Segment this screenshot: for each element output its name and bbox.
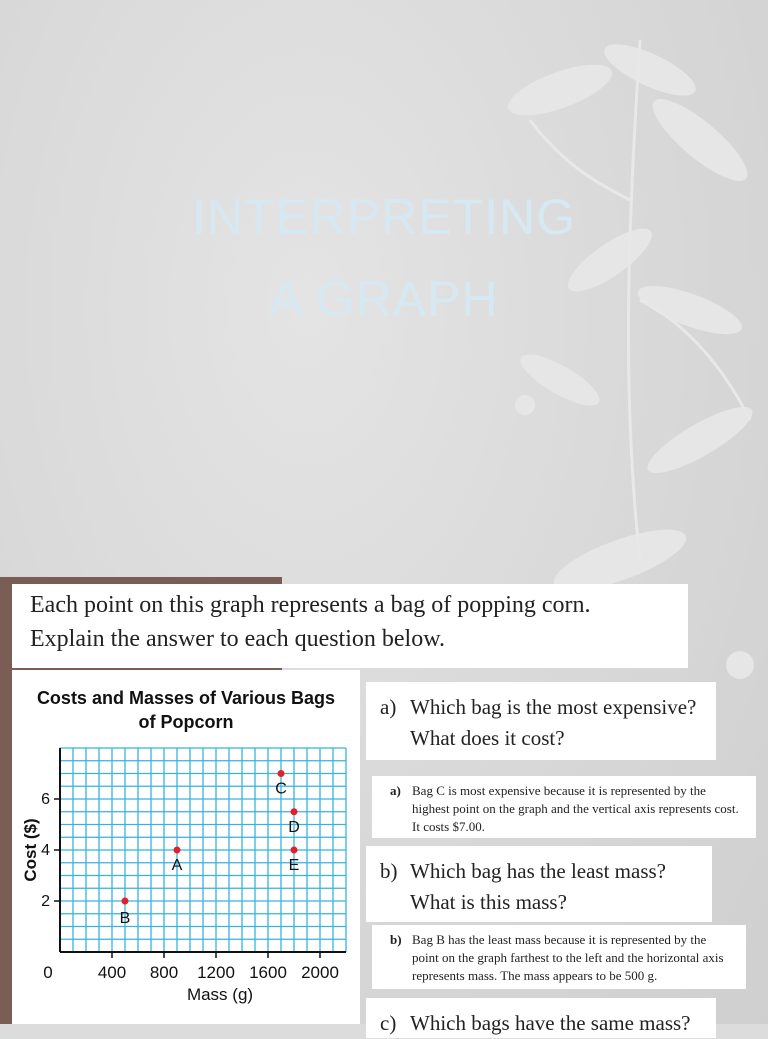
y-tick-label: 6: [41, 791, 50, 808]
question-b-line1: Which bag has the least mass?: [410, 859, 666, 883]
question-c-label: c): [380, 1011, 397, 1035]
x-axis-label: Mass (g): [186, 985, 254, 1004]
y-axis-label: Cost ($): [21, 818, 40, 882]
question-a-line1: Which bag is the most expensive?: [410, 695, 697, 719]
slide-title-line2: A GRAPH: [269, 271, 499, 327]
y-tick-label: 4: [41, 842, 50, 859]
question-a-label: a): [380, 695, 397, 719]
data-point-a: [174, 847, 181, 854]
x-tick-label: 2000: [301, 963, 339, 982]
slide-title-line1: INTERPRETING: [191, 189, 577, 245]
chart-grid: [60, 748, 346, 952]
intro-card: [12, 584, 688, 668]
x-tick-label: 1200: [197, 963, 235, 982]
scatter-chart: [12, 670, 360, 1024]
question-a-card: [366, 682, 716, 760]
x-tick-label: 0: [43, 963, 53, 982]
chart-title-line1: Costs and Masses of Various Bags: [36, 688, 336, 708]
data-point-label-c: C: [275, 780, 287, 798]
answer-a-text: Bag C is most expensive because it is represented by the highest point on the graph and the vertical axis represents cost. It costs $7.00.: [412, 783, 739, 834]
question-c-card: [366, 998, 716, 1038]
chart-card: [12, 670, 360, 1024]
intro-line2: Explain the answer to each question below.: [30, 626, 445, 652]
x-tick-label: 800: [149, 963, 179, 982]
question-b-card: [366, 846, 712, 922]
answer-b-text: Bag B has the least mass because it is represented by the point on the graph farthest to the left and the horizontal axis represents mass. The mass appears to be 500 g.: [412, 932, 724, 983]
data-point-label-a: A: [171, 857, 183, 874]
chart-title-line2: of Popcorn: [138, 712, 234, 732]
x-tick-label: 1600: [249, 963, 287, 982]
y-tick-label: 2: [41, 893, 50, 910]
data-point-b: [122, 898, 129, 905]
data-point-label-b: B: [119, 910, 131, 927]
data-point-e: [291, 847, 298, 854]
data-point-label-e: E: [288, 857, 300, 874]
data-point-c: [278, 770, 285, 777]
chart-points: [120, 770, 300, 927]
data-point-d: [291, 808, 298, 815]
answer-a-label: a): [390, 783, 401, 798]
answer-b-label: b): [390, 932, 402, 947]
x-tick-label: 400: [97, 963, 127, 982]
question-b-line2: What is this mass?: [410, 890, 567, 914]
data-point-label-d: D: [288, 818, 300, 836]
answer-a-card: [372, 776, 756, 838]
intro-line1: Each point on this graph represents a bag of popping corn.: [30, 592, 591, 618]
question-a-line2: What does it cost?: [410, 726, 565, 750]
question-c-line1: Which bags have the same mass?: [410, 1011, 691, 1035]
question-b-label: b): [380, 859, 398, 883]
answer-b-card: [372, 925, 746, 989]
